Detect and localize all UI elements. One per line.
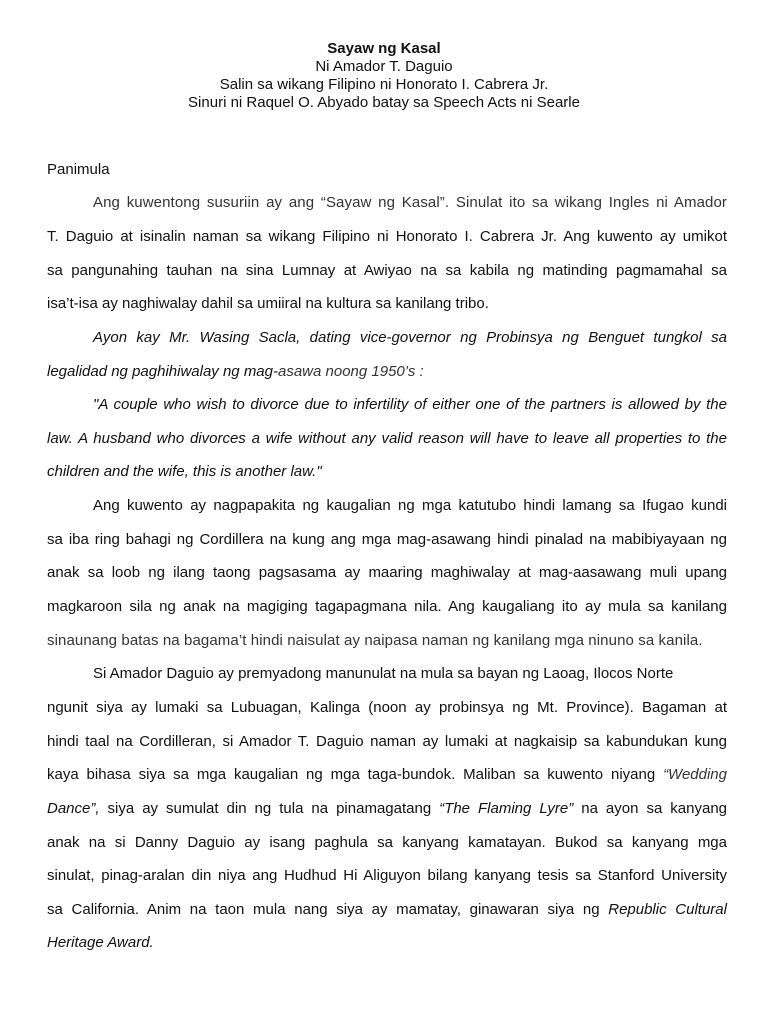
- paragraph-4-line-2: sa iba ring bahagi ng Cordillera na kung ang mga mag-asawang hindi pinalad na mabibiyayaan ng: [47, 531, 727, 548]
- paragraph-2-line-2: [47, 363, 727, 381]
- translator-line: Salin sa wikang Filipino ni Honorato I. Cabrera Jr.: [219, 76, 549, 93]
- paragraph-5-line-1: Si Amador Daguio ay premyadong manunulat na mula sa bayan ng Laoag, Ilocos Norte: [93, 665, 674, 682]
- award-name-end: Heritage Award.: [47, 934, 154, 951]
- paragraph-4-line-5: sinaunang batas na bagama’t hindi naisulat ay naipasa naman ng kanilang mga ninuno sa kanila.: [47, 632, 703, 649]
- paragraph-2-line-1: Ayon kay Mr. Wasing Sacla, dating vice-governor ng Probinsya ng Benguet tungkol sa: [93, 329, 727, 346]
- paragraph-5-line-5: [47, 800, 727, 818]
- paragraph-5-line-7: sinulat, pinag-aralan din niya ang Hudhud Hi Aliguyon bilang kanyang tesis sa Stanford University: [47, 867, 727, 884]
- author-line: Ni Amador T. Daguio: [315, 58, 453, 75]
- paragraph-5-line-4: [47, 766, 727, 784]
- paragraph-5-line-6: anak na si Danny Daguio ay isang paghula sa kanyang kamatayan. Bukod sa kanyang mga: [47, 834, 727, 851]
- section-heading: Panimula: [47, 161, 110, 178]
- document-header: [0, 40, 768, 112]
- quote-line-1: "A couple who wish to divorce due to infertility of either one of the partners is allowed by the: [93, 396, 727, 413]
- paragraph-5-line-2: ngunit siya ay lumaki sa Lubuagan, Kalinga (noon ay probinsya ng Mt. Province). Bagaman at: [47, 699, 727, 716]
- paragraph-4-line-4: magkaroon sila ng anak na magiging tagapagmana nila. Ang kaugaliang ito ay mula sa kanilang: [47, 598, 727, 615]
- paragraph-1-line-4: isa’t-isa ay naghiwalay dahil sa umiiral na kultura sa kanilang tribo.: [47, 295, 489, 312]
- quote-line-3: children and the wife, this is another law.": [47, 463, 322, 480]
- analyst-line: Sinuri ni Raquel O. Abyado batay sa Speech Acts ni Searle: [188, 94, 580, 111]
- paragraph-5-line-4-text: kaya bihasa siya sa mga kaugalian ng mga taga-bundok. Maliban sa kuwento niyang: [47, 766, 664, 783]
- paragraph-1-line-1: Ang kuwentong susuriin ay ang “Sayaw ng Kasal”. Sinulat ito sa wikang Ingles ni Amador: [93, 194, 727, 211]
- poem-title: “The Flaming Lyre”: [439, 800, 574, 817]
- paragraph-5-line-3: hindi taal na Cordilleran, si Amador T. Daguio naman ay lumaki at nagkaisip sa kabundukan kung: [47, 733, 727, 750]
- paragraph-4-line-1: Ang kuwento ay nagpapakita ng kaugalian ng mga katutubo hindi lamang sa Ifugao kundi: [93, 497, 727, 514]
- wedding-title-end: Dance”,: [47, 800, 100, 817]
- quote-line-2: law. A husband who divorces a wife without any valid reason will have to leave all properties to the: [47, 430, 727, 447]
- paragraph-1-line-2: T. Daguio at isinalin naman sa wikang Filipino ni Honorato I. Cabrera Jr. Ang kuwento ay umikot: [47, 228, 727, 245]
- wedding-title-start: “Wedding: [663, 766, 727, 783]
- paragraph-5-line-5-text: siya ay sumulat din ng tula na pinamagatang: [99, 800, 440, 817]
- paragraph-4-line-3: anak sa loob ng ilang taong pagsasama ay maaring maghiwalay at mag-aasawang muli upang: [47, 564, 727, 581]
- paragraph-5-line-5-end: na ayon sa kanyang: [573, 800, 728, 817]
- paragraph-1-line-3: sa pangunahing tauhan na sina Lumnay at Awiyao na sa kabila ng matinding pagmamahal sa: [47, 262, 727, 279]
- award-name-start: Republic Cultural: [608, 901, 727, 918]
- paragraph-2-line-2-end: asawa noong 1950’s :: [278, 363, 424, 380]
- paragraph-5-line-8-text: sa California. Anim na taon mula nang siya ay mamatay, ginawaran siya ng: [47, 901, 609, 918]
- document-title: Sayaw ng Kasal: [327, 40, 441, 57]
- paragraph-5-line-8: [47, 901, 727, 919]
- paragraph-2-line-2-text: legalidad ng paghihiwalay ng mag-: [47, 363, 278, 380]
